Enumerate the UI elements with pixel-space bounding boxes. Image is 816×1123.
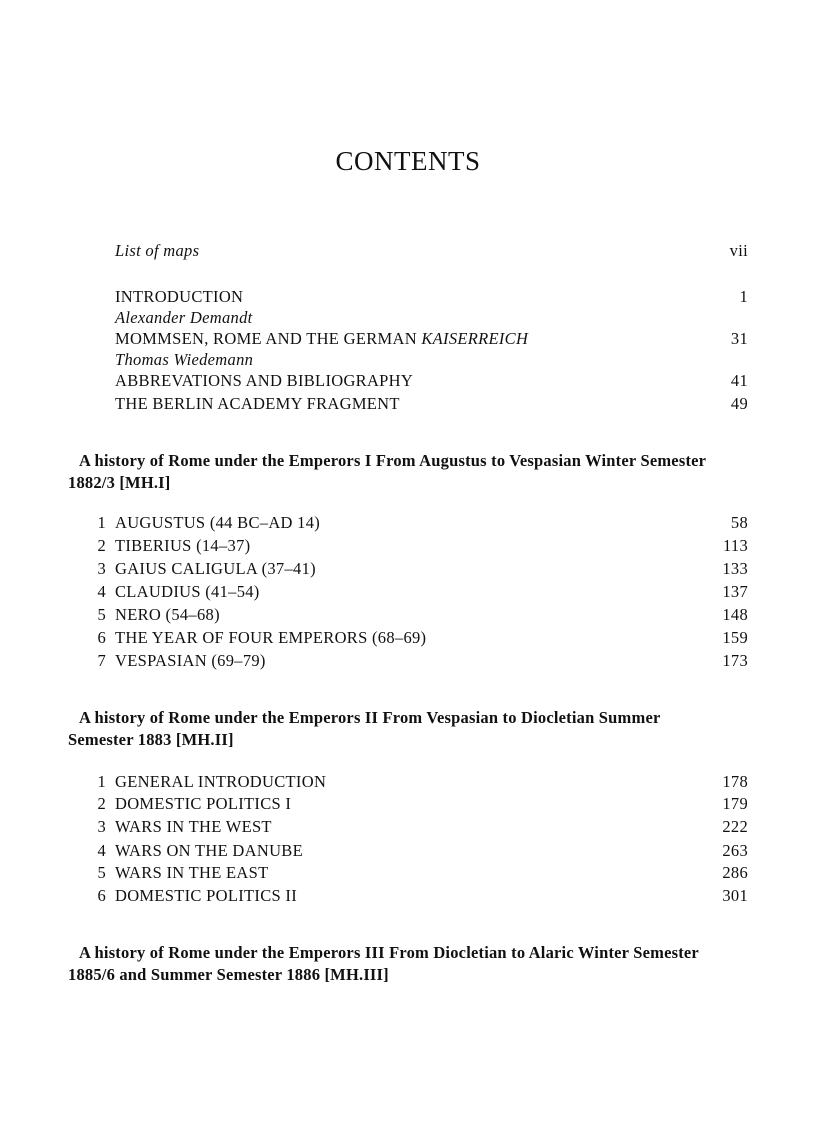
toc-entry-list-of-maps[interactable] <box>0 240 816 262</box>
chapter-number: 6 <box>97 628 106 647</box>
toc-entry-berlin-fragment[interactable] <box>0 393 816 415</box>
toc-entry-page: vii <box>729 241 748 260</box>
chapter-page: 137 <box>722 582 748 601</box>
toc-entry-mommsen-rome[interactable] <box>0 328 816 350</box>
chapter-number: 3 <box>97 559 106 578</box>
toc-chapter-row[interactable] <box>0 840 816 862</box>
chapter-number: 4 <box>97 582 106 601</box>
toc-chapter-row[interactable] <box>0 650 816 672</box>
chapter-page: 133 <box>722 559 748 578</box>
toc-entry-page: 1 <box>739 287 748 306</box>
toc-entry-title-prefix: MOMMSEN, ROME AND THE GERMAN <box>115 329 422 348</box>
chapter-page: 222 <box>722 817 748 836</box>
chapter-page: 263 <box>722 841 748 860</box>
chapter-page: 159 <box>722 628 748 647</box>
toc-chapter-row[interactable] <box>0 816 816 838</box>
chapter-title: DOMESTIC POLITICS II <box>115 886 297 905</box>
chapter-title: CLAUDIUS (41–54) <box>115 582 260 601</box>
toc-chapter-row[interactable] <box>0 558 816 580</box>
chapter-title: THE YEAR OF FOUR EMPERORS (68–69) <box>115 628 427 647</box>
toc-chapter-row[interactable] <box>0 512 816 534</box>
toc-chapter-row[interactable] <box>0 604 816 626</box>
chapter-number: 5 <box>97 605 106 624</box>
toc-entry-title: INTRODUCTION <box>115 287 244 306</box>
chapter-title: GAIUS CALIGULA (37–41) <box>115 559 316 578</box>
page-title: CONTENTS <box>335 146 481 176</box>
chapter-title: NERO (54–68) <box>115 605 220 624</box>
chapter-page: 173 <box>722 651 748 670</box>
toc-chapter-row[interactable] <box>0 771 816 793</box>
chapter-page: 286 <box>722 863 748 882</box>
chapter-title: VESPASIAN (69–79) <box>115 651 266 670</box>
toc-entry-title <box>115 328 528 350</box>
chapter-title: GENERAL INTRODUCTION <box>115 772 327 791</box>
toc-chapter-row[interactable] <box>0 627 816 649</box>
chapter-title: WARS IN THE EAST <box>115 863 269 882</box>
chapter-number: 4 <box>97 841 106 860</box>
chapter-title: WARS IN THE WEST <box>115 817 272 836</box>
chapter-number: 1 <box>97 772 106 791</box>
chapter-page: 179 <box>722 794 748 813</box>
toc-chapter-row[interactable] <box>0 581 816 603</box>
chapter-number: 7 <box>97 651 106 670</box>
toc-chapter-row[interactable] <box>0 885 816 907</box>
chapter-page: 113 <box>722 536 748 555</box>
toc-entry-page: 41 <box>730 371 748 390</box>
toc-chapter-row[interactable] <box>0 862 816 884</box>
chapter-page: 178 <box>722 772 748 791</box>
toc-entry-page: 31 <box>730 329 748 348</box>
toc-chapter-row[interactable] <box>0 535 816 557</box>
toc-entry-author: Thomas Wiedemann <box>115 350 254 369</box>
toc-entry-title-italic: KAISERREICH <box>421 329 529 348</box>
chapter-title: DOMESTIC POLITICS I <box>115 794 292 813</box>
toc-chapter-row[interactable] <box>0 793 816 815</box>
chapter-number: 1 <box>97 513 106 532</box>
chapter-page: 148 <box>722 605 748 624</box>
part-heading-1: A history of Rome under the Emperors I From Augustus to Vespasian Winter Semester 1882/3 [MH.I] <box>68 451 706 492</box>
toc-entry-title: List of maps <box>115 241 200 260</box>
chapter-page: 58 <box>730 513 748 532</box>
part-heading-2: A history of Rome under the Emperors II From Vespasian to Diocletian Summer Semester 1883 [MH.II] <box>68 708 661 749</box>
toc-entry-title: ABBREVATIONS AND BIBLIOGRAPHY <box>115 371 414 390</box>
chapter-number: 3 <box>97 817 106 836</box>
chapter-number: 5 <box>97 863 106 882</box>
toc-entry-page: 49 <box>730 394 748 413</box>
toc-entry-introduction[interactable] <box>0 286 816 308</box>
chapter-number: 6 <box>97 886 106 905</box>
chapter-title: WARS ON THE DANUBE <box>115 841 303 860</box>
chapter-page: 301 <box>722 886 748 905</box>
chapter-number: 2 <box>97 536 106 555</box>
toc-entry-author: Alexander Demandt <box>115 308 253 327</box>
chapter-title: AUGUSTUS (44 BC–AD 14) <box>115 513 321 532</box>
part-heading-3: A history of Rome under the Emperors III From Diocletian to Alaric Winter Semester 1885/6 and Summer Semester 1886 [MH.III] <box>68 943 699 984</box>
toc-entry-abbreviations[interactable] <box>0 370 816 392</box>
chapter-title: TIBERIUS (14–37) <box>115 536 251 555</box>
chapter-number: 2 <box>97 794 106 813</box>
toc-entry-title: THE BERLIN ACADEMY FRAGMENT <box>115 394 400 413</box>
